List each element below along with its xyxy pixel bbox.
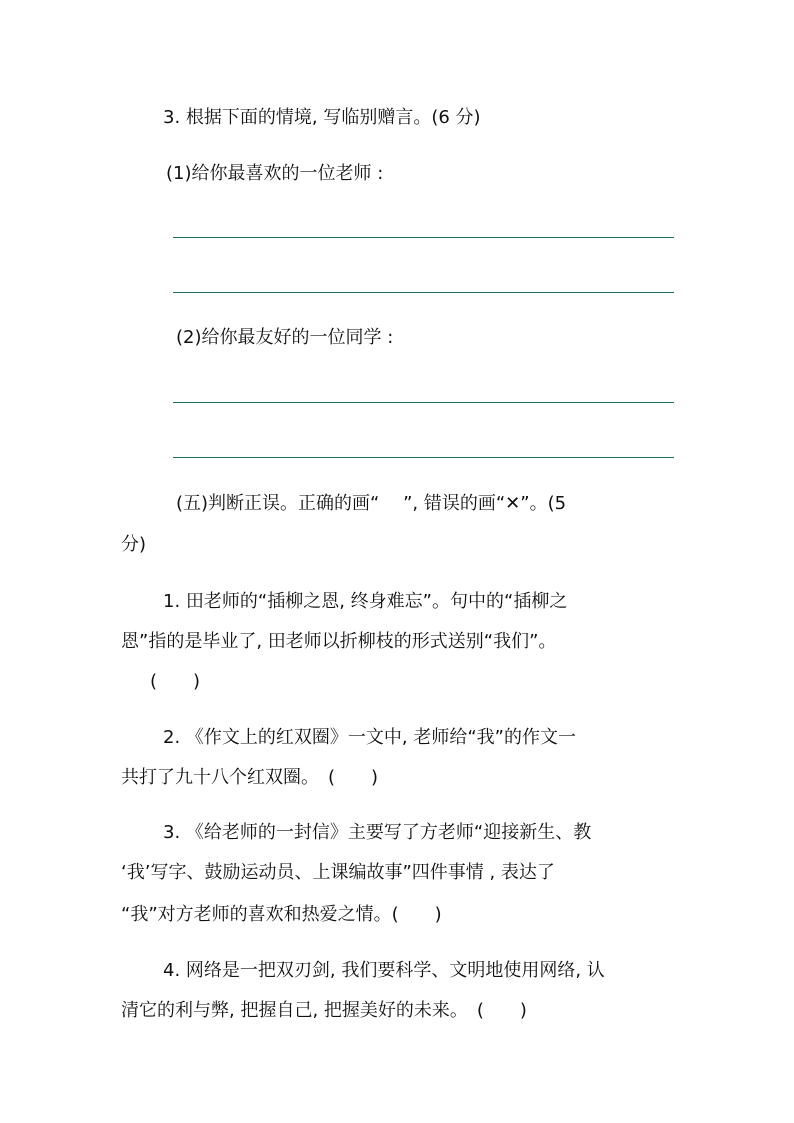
judge-item-3-line-2: ‘我’写字、鼓励运动员、上课编故事”四件事情 , 表达了 bbox=[121, 862, 555, 883]
judge-item-1-answer-blank[interactable]: ( ) bbox=[150, 671, 201, 692]
answer-line[interactable] bbox=[173, 402, 674, 403]
answer-line[interactable] bbox=[173, 292, 674, 293]
judge-item-2-line-2: 共打了九十八个红双圈。 ( ) bbox=[121, 767, 379, 788]
question-3-item-2: (2)给你最友好的一位同学 : bbox=[176, 327, 394, 348]
judge-item-2-line-1: 2. 《作文上的红双圈》一文中, 老师给“我”的作文一 bbox=[163, 727, 576, 748]
judge-item-4-line-2: 清它的利与弊, 把握自己, 把握美好的未来。 ( ) bbox=[121, 1000, 527, 1021]
answer-line[interactable] bbox=[173, 237, 674, 238]
judge-item-1-line-2: 恩”指的是毕业了, 田老师以折柳枝的形式送别“我们”。 bbox=[121, 631, 557, 652]
judge-item-3-line-1: 3. 《给老师的一封信》主要写了方老师“迎接新生、教 bbox=[163, 822, 592, 843]
section-5-heading: (五)判断正误。正确的画“ ”, 错误的画“✕”。(5 bbox=[176, 493, 567, 514]
judge-item-4-line-1: 4. 网络是一把双刃剑, 我们要科学、文明地使用网络, 认 bbox=[163, 960, 605, 981]
judge-item-1-line-1: 1. 田老师的“插柳之恩, 终身难忘”。句中的“插柳之 bbox=[163, 591, 568, 612]
question-3-item-1: (1)给你最喜欢的一位老师 : bbox=[166, 163, 384, 184]
section-5-heading-cont: 分) bbox=[121, 534, 147, 555]
question-3-title: 3. 根据下面的情境, 写临别赠言。(6 分) bbox=[163, 107, 481, 128]
answer-line[interactable] bbox=[173, 457, 674, 458]
judge-item-3-line-3: “我”对方老师的喜欢和热爱之情。( ) bbox=[121, 904, 442, 925]
